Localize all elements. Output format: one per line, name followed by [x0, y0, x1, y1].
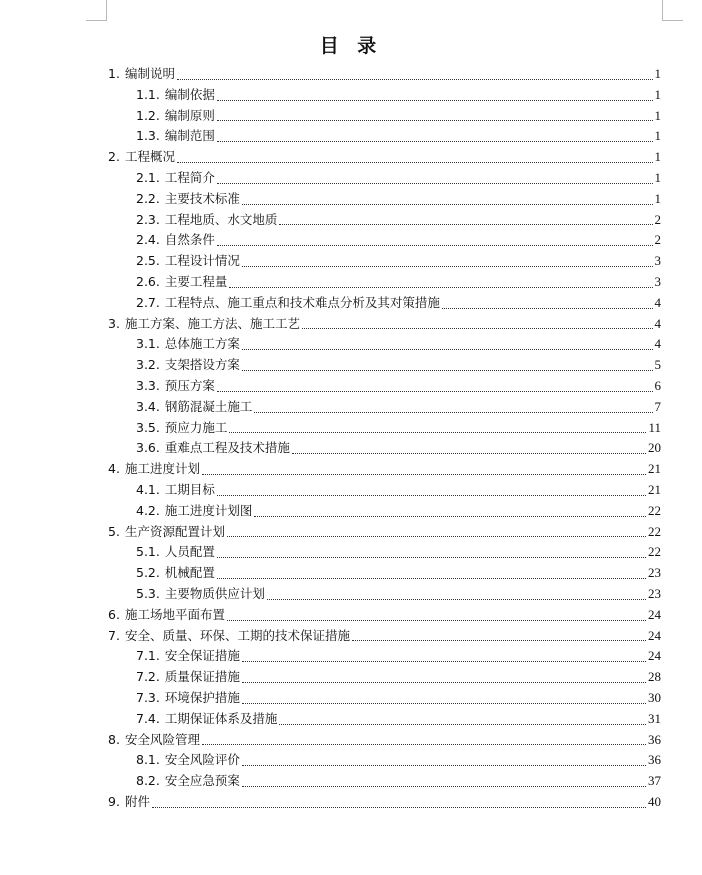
toc-entry-text: 工程特点、施工重点和技术难点分析及其对策措施 — [164, 294, 440, 310]
toc-entry-text: 编制依据 — [164, 86, 215, 102]
toc-dot-leader — [242, 266, 653, 267]
toc-page-number: 6 — [654, 378, 661, 393]
toc-entry[interactable] — [136, 771, 661, 792]
toc-entry[interactable] — [136, 189, 661, 210]
toc-page-number: 28 — [648, 669, 661, 685]
toc-entry-number: 3.4. — [136, 398, 160, 414]
toc-page-number: 24 — [648, 648, 661, 664]
toc-entry[interactable] — [136, 438, 661, 459]
toc-dot-leader — [242, 786, 646, 787]
toc-entry[interactable] — [136, 106, 661, 127]
toc-entry[interactable] — [136, 542, 661, 563]
toc-dot-leader — [217, 120, 653, 121]
toc-entry[interactable] — [108, 147, 661, 168]
toc-entry[interactable] — [136, 750, 661, 771]
toc-page-number: 22 — [648, 502, 661, 518]
toc-page-number: 23 — [648, 565, 661, 581]
toc-entry-number: 4.2. — [136, 502, 160, 518]
toc-entry-number: 7.4. — [136, 710, 160, 726]
toc-dot-leader — [217, 578, 646, 579]
toc-dot-leader — [254, 516, 646, 517]
toc-entry-text: 工程地质、水文地质 — [164, 211, 278, 227]
toc-dot-leader — [292, 453, 646, 454]
toc-entry-text: 工期目标 — [164, 482, 215, 497]
toc-entry-text: 安全应急预案 — [164, 773, 240, 789]
toc-title: 目 录 — [319, 35, 383, 57]
toc-page-number: 1 — [654, 107, 661, 123]
toc-dot-leader — [152, 807, 646, 808]
toc-entry-text: 支架搭设方案 — [164, 357, 240, 373]
toc-entry[interactable] — [108, 459, 661, 480]
toc-entry-text: 钢筋混凝土施工 — [164, 398, 253, 414]
toc-entry[interactable] — [136, 397, 661, 418]
toc-dot-leader — [217, 391, 653, 392]
toc-dot-leader — [302, 328, 653, 329]
toc-dot-leader — [217, 557, 646, 558]
toc-entry[interactable] — [136, 168, 661, 189]
toc-entry-number: 7.3. — [136, 690, 160, 705]
toc-entry-text: 安全风险评价 — [164, 752, 240, 768]
toc-entry-number: 1.1. — [136, 86, 160, 102]
toc-entry-text: 机械配置 — [164, 565, 215, 581]
toc-dot-leader — [442, 308, 653, 309]
toc-dot-leader — [229, 287, 652, 288]
toc-dot-leader — [242, 703, 646, 704]
toc-entry[interactable] — [136, 230, 661, 251]
toc-dot-leader — [242, 370, 653, 371]
toc-entry[interactable] — [108, 314, 661, 335]
toc-dot-leader — [177, 79, 653, 80]
toc-dot-leader — [217, 183, 653, 184]
toc-dot-leader — [217, 100, 653, 101]
toc-dot-leader — [242, 765, 646, 766]
toc-entry-number: 3.2. — [136, 357, 160, 373]
toc-entry[interactable] — [136, 667, 661, 688]
toc-entry[interactable] — [136, 85, 661, 106]
toc-entry-text: 预压方案 — [164, 378, 215, 393]
toc-entry-text: 自然条件 — [164, 232, 215, 248]
toc-entry-text: 重难点工程及技术措施 — [164, 440, 290, 456]
toc-dot-leader — [254, 412, 652, 413]
toc-entry-number: 5.2. — [136, 565, 160, 581]
toc-entry-text: 工程概况 — [124, 149, 175, 165]
toc-page-number: 4 — [654, 294, 661, 310]
toc-page-number: 2 — [654, 211, 661, 227]
toc-page-number: 36 — [648, 731, 661, 747]
page-corner-mark-left — [86, 0, 107, 21]
toc-entry[interactable] — [136, 563, 661, 584]
toc-page-number: 3 — [654, 253, 661, 269]
toc-page-number: 24 — [648, 606, 661, 622]
toc-dot-leader — [177, 162, 653, 163]
toc-entry-text: 编制原则 — [164, 107, 215, 123]
toc-entry-text: 工期保证体系及措施 — [164, 710, 278, 726]
toc-entry[interactable] — [136, 376, 661, 397]
toc-entry[interactable] — [108, 730, 661, 751]
toc-entry-text: 环境保护措施 — [164, 690, 240, 705]
toc-entry-text: 人员配置 — [164, 544, 215, 560]
toc-entry-text: 工程简介 — [164, 170, 215, 185]
toc-entry-text: 质量保证措施 — [164, 669, 240, 685]
toc-page-number: 24 — [648, 627, 661, 643]
toc-entry-number: 2.3. — [136, 211, 160, 227]
toc-dot-leader — [217, 495, 646, 496]
toc-entry-text: 主要技术标准 — [164, 190, 240, 206]
toc-page-number: 21 — [648, 482, 661, 497]
toc-entry-number: 3.6. — [136, 440, 160, 456]
toc-entry-text: 工程设计情况 — [164, 253, 240, 269]
toc-page-number: 37 — [648, 773, 661, 789]
toc-entry[interactable] — [136, 334, 661, 355]
toc-entry[interactable] — [136, 251, 661, 272]
toc-entry-number: 2. — [108, 149, 120, 165]
toc-dot-leader — [202, 744, 646, 745]
toc-entry-number: 4. — [108, 461, 120, 477]
toc-dot-leader — [217, 141, 653, 142]
toc-dot-leader — [242, 204, 653, 205]
toc-entry-number: 5. — [108, 523, 120, 539]
toc-page-number: 1 — [654, 86, 661, 102]
toc-entry-text: 施工进度计划 — [124, 461, 200, 477]
toc-page-number: 4 — [654, 315, 661, 331]
toc-page-number: 20 — [648, 440, 661, 456]
toc-entry[interactable] — [136, 272, 661, 293]
toc-entry-text: 施工场地平面布置 — [124, 606, 225, 622]
toc-entry-number: 6. — [108, 606, 120, 622]
toc-entry-number: 2.2. — [136, 190, 160, 206]
toc-entry[interactable] — [136, 355, 661, 376]
toc-entry[interactable] — [136, 688, 661, 709]
toc-entry-number: 3.3. — [136, 378, 160, 393]
toc-entry-number: 9. — [108, 794, 120, 809]
toc-page-number: 1 — [654, 66, 661, 81]
toc-entry-number: 7. — [108, 627, 120, 643]
toc-dot-leader — [352, 640, 646, 641]
toc-entry[interactable] — [136, 584, 661, 605]
toc-entry-text: 主要工程量 — [164, 274, 228, 289]
toc-page-number: 11 — [648, 419, 661, 435]
toc-entry-text: 安全、质量、环保、工期的技术保证措施 — [124, 627, 350, 643]
toc-entry-text: 主要物质供应计划 — [164, 586, 265, 601]
toc-entry[interactable] — [108, 626, 661, 647]
toc-entry-text: 生产资源配置计划 — [124, 523, 225, 539]
toc-entry[interactable] — [136, 709, 661, 730]
toc-entry-number: 1. — [108, 66, 120, 81]
toc-entry-text: 施工进度计划图 — [164, 502, 253, 518]
toc-entry[interactable] — [136, 418, 661, 439]
toc-entry-number: 3.5. — [136, 419, 160, 435]
toc-entry-number: 4.1. — [136, 482, 160, 497]
toc-dot-leader — [217, 245, 653, 246]
toc-dot-leader — [267, 599, 646, 600]
toc-dot-leader — [202, 474, 646, 475]
toc-page-number: 23 — [648, 586, 661, 601]
toc-entry-number: 3. — [108, 315, 120, 331]
toc-entry-number: 2.5. — [136, 253, 160, 269]
toc-dot-leader — [227, 620, 646, 621]
toc-entry-text: 附件 — [124, 794, 150, 809]
toc-dot-leader — [242, 682, 646, 683]
toc-page-number: 22 — [648, 523, 661, 539]
toc-page-number: 30 — [648, 690, 661, 705]
toc-entry-number: 2.7. — [136, 294, 160, 310]
toc-entry-text: 安全保证措施 — [164, 648, 240, 664]
toc-page-number: 1 — [654, 190, 661, 206]
toc-page-number: 1 — [654, 170, 661, 185]
toc-entry-number: 8. — [108, 731, 120, 747]
toc-page-number: 2 — [654, 232, 661, 248]
toc-page-number: 1 — [654, 128, 661, 144]
toc-entry-text: 编制说明 — [124, 66, 175, 81]
toc-entry[interactable] — [136, 210, 661, 231]
toc-dot-leader — [227, 536, 646, 537]
toc-entry[interactable] — [108, 522, 661, 543]
toc-page-number: 22 — [648, 544, 661, 560]
toc-entry-text: 预应力施工 — [164, 419, 228, 435]
toc-entry-number: 7.1. — [136, 648, 160, 664]
toc-entry-text: 安全风险管理 — [124, 731, 200, 747]
toc-dot-leader — [229, 432, 646, 433]
toc-dot-leader — [279, 224, 652, 225]
toc-page-number: 40 — [648, 794, 661, 809]
toc-entry-number: 5.1. — [136, 544, 160, 560]
toc-entry[interactable] — [136, 126, 661, 147]
toc-entry-number: 8.1. — [136, 752, 160, 768]
toc-entry-number: 5.3. — [136, 586, 160, 601]
toc-dot-leader — [242, 661, 646, 662]
toc-entry[interactable] — [108, 64, 661, 85]
toc-entry[interactable] — [136, 501, 661, 522]
toc-entry-number: 2.1. — [136, 170, 160, 185]
toc-entry-number: 3.1. — [136, 336, 160, 352]
toc-dot-leader — [279, 724, 646, 725]
toc-entry[interactable] — [136, 480, 661, 501]
toc-entry-number: 7.2. — [136, 669, 160, 685]
toc-entry-text: 总体施工方案 — [164, 336, 240, 352]
toc-page-number: 1 — [654, 149, 661, 165]
toc-entry[interactable] — [136, 646, 661, 667]
toc-page-number: 3 — [654, 274, 661, 289]
toc-entry-text: 编制范围 — [164, 128, 215, 144]
toc-entry-number: 2.6. — [136, 274, 160, 289]
toc-page-number: 7 — [654, 398, 661, 414]
toc-entry-number: 1.3. — [136, 128, 160, 144]
toc-page-number: 4 — [654, 336, 661, 352]
toc-page-number: 21 — [648, 461, 661, 477]
toc-entry[interactable] — [108, 605, 661, 626]
toc-entry-number: 8.2. — [136, 773, 160, 789]
toc-entry-number: 2.4. — [136, 232, 160, 248]
toc-entry[interactable] — [108, 792, 661, 813]
toc-entry-number: 1.2. — [136, 107, 160, 123]
toc-entry-text: 施工方案、施工方法、施工工艺 — [124, 315, 300, 331]
toc-entry[interactable] — [136, 293, 661, 314]
toc-page-number: 5 — [654, 357, 661, 373]
toc-dot-leader — [242, 349, 653, 350]
toc-page-number: 36 — [648, 752, 661, 768]
page-corner-mark-right — [662, 0, 683, 21]
toc-page-number: 31 — [648, 710, 661, 726]
